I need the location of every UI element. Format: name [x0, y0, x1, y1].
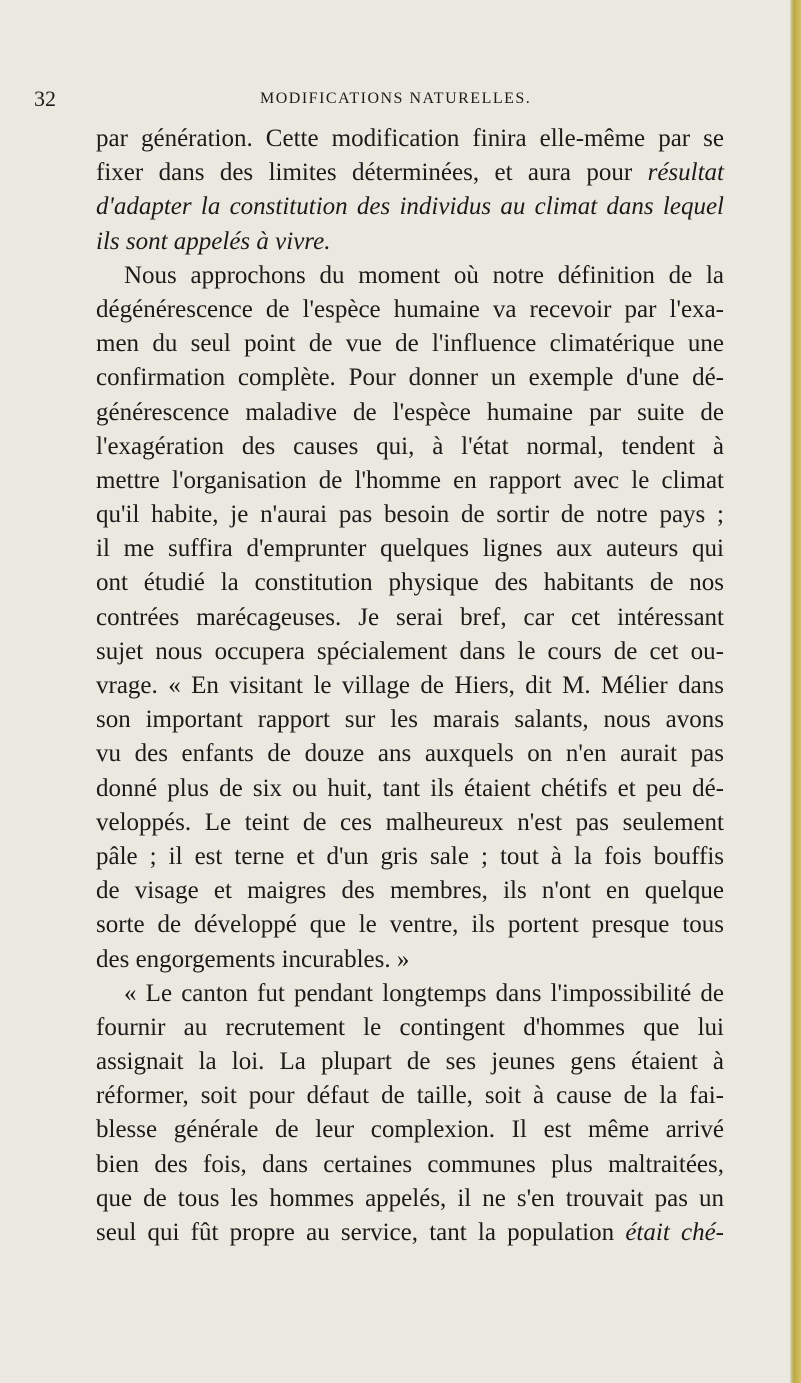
- page-edge: [790, 0, 801, 1383]
- text-line: assignait la loi. La plupart de ses jeunes gens étaient à: [96, 1048, 724, 1076]
- text-line: ont étudié la constitution physique des habitants de nos: [96, 569, 724, 597]
- text-line: il me suffira d'emprunter quelques lignes aux auteurs qui: [96, 535, 724, 563]
- text-line: sujet nous occupera spécialement dans le cours de cet ou-: [96, 637, 724, 665]
- text-line: Nous approchons du moment où notre définition de la: [124, 261, 724, 289]
- text-line: men du seul point de vue de l'influence climatérique une: [96, 330, 724, 358]
- text-line: son important rapport sur les marais salants, nous avons: [96, 706, 724, 734]
- text-line: dégénérescence de l'espèce humaine va recevoir par l'exa-: [96, 295, 724, 323]
- text-line: mettre l'organisation de l'homme en rapport avec le climat: [96, 466, 724, 494]
- text-line: qu'il habite, je n'aurai pas besoin de sortir de notre pays ;: [96, 501, 724, 529]
- text-line: vu des enfants de douze ans auxquels on n'en aurait pas: [96, 740, 724, 768]
- text-line: pâle ; il est terne et d'un gris sale ; tout à la fois bouffis: [96, 842, 724, 870]
- text-line: bien des fois, dans certaines communes plus maltraitées,: [96, 1150, 724, 1178]
- text-line: fixer dans des limites déterminées, et aura pour résultat: [96, 159, 724, 187]
- text-line: contrées marécageuses. Je serai bref, car cet intéressant: [96, 603, 724, 631]
- text-line: « Le canton fut pendant longtemps dans l'impossibilité de: [124, 979, 724, 1007]
- text-line: confirmation complète. Pour donner un exemple d'une dé-: [96, 364, 724, 392]
- text-line: ils sont appelés à vivre.: [96, 227, 331, 255]
- running-title: MODIFICATIONS NATURELLES.: [260, 90, 532, 107]
- text-line: l'exagération des causes qui, à l'état normal, tendent à: [96, 432, 724, 460]
- body-text: [96, 122, 724, 1250]
- text-line: sorte de développé que le ventre, ils portent presque tous: [96, 911, 724, 939]
- text-line: blesse générale de leur complexion. Il est même arrivé: [96, 1116, 724, 1144]
- text-line: d'adapter la constitution des individus au climat dans lequel: [96, 193, 724, 221]
- text-line: que de tous les hommes appelés, il ne s'en trouvait pas un: [96, 1184, 724, 1212]
- text-line: générescence maladive de l'espèce humaine par suite de: [96, 398, 724, 426]
- page-number: 32: [34, 86, 56, 111]
- text-line: vrage. « En visitant le village de Hiers, dit M. Mélier dans: [96, 672, 724, 699]
- running-head: [34, 86, 734, 116]
- text-line: fournir au recrutement le contingent d'hommes que lui: [96, 1013, 724, 1041]
- text-line: veloppés. Le teint de ces malheureux n'est pas seulement: [96, 808, 724, 836]
- text-line: donné plus de six ou huit, tant ils étaient chétifs et peu dé-: [96, 774, 724, 802]
- text-line: de visage et maigres des membres, ils n'ont en quelque: [96, 877, 724, 905]
- text-line: des engorgements incurables. »: [96, 945, 410, 973]
- text-line: réformer, soit pour défaut de taille, soit à cause de la fai-: [96, 1082, 724, 1110]
- text-line: seul qui fût propre au service, tant la population était ché-: [96, 1219, 724, 1246]
- text-line: par génération. Cette modification finira elle-même par se: [96, 125, 724, 152]
